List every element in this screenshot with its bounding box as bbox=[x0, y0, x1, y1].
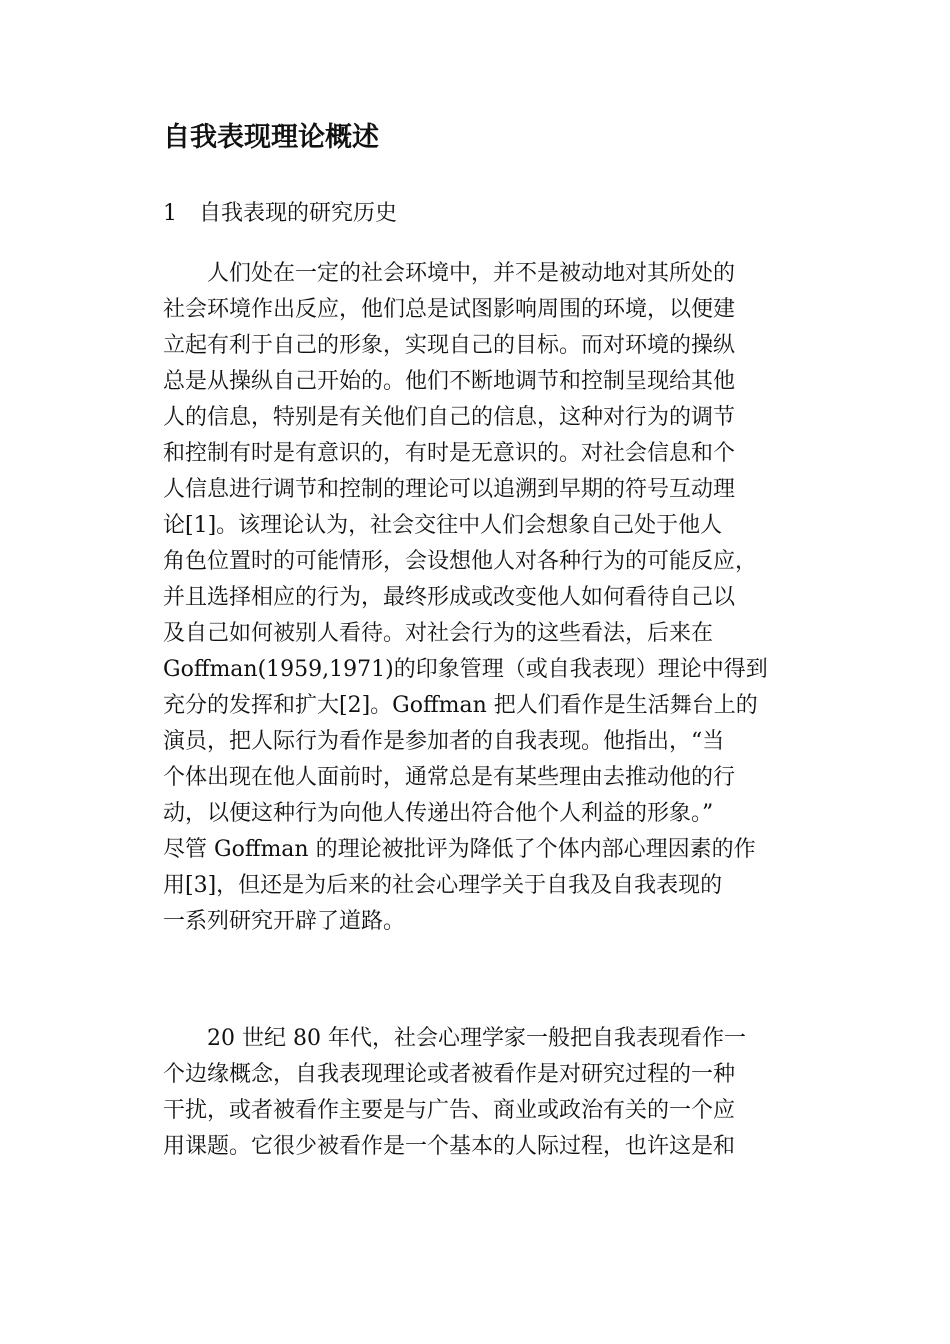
paragraph-2 bbox=[163, 1021, 746, 1165]
paragraph-line: 及自己如何被别人看待。对社会行为的这些看法，后来在 bbox=[163, 621, 714, 646]
paragraph-1 bbox=[163, 256, 768, 940]
paragraph-line: 并且选择相应的行为，最终形成或改变他人如何看待自己以 bbox=[163, 585, 736, 610]
paragraph-line: 用[3]，但还是为后来的社会心理学关于自我及自我表现的 bbox=[163, 873, 723, 898]
section-number: 1 bbox=[163, 201, 177, 226]
paragraph-line: 尽管 Goffman 的理论被批评为降低了个体内部心理因素的作 bbox=[163, 837, 756, 862]
paragraph-line: 20 世纪 80 年代，社会心理学家一般把自我表现看作一 bbox=[163, 1026, 746, 1051]
paragraph-line: 个边缘概念，自我表现理论或者被看作是对研究过程的一种 bbox=[163, 1062, 736, 1087]
section-title: 自我表现的研究历史 bbox=[199, 201, 398, 226]
paragraph-line: 论[1]。该理论认为，社会交往中人们会想象自己处于他人 bbox=[163, 513, 723, 538]
paragraph-line: 和控制有时是有意识的，有时是无意识的。对社会信息和个 bbox=[163, 441, 736, 466]
paragraph-line: 社会环境作出反应，他们总是试图影响周围的环境，以便建 bbox=[163, 297, 736, 322]
paragraph-line: 总是从操纵自己开始的。他们不断地调节和控制呈现给其他 bbox=[163, 369, 736, 394]
document-title: 自我表现理论概述 bbox=[163, 122, 379, 153]
paragraph-line: Goffman(1959,1971)的印象管理（或自我表现）理论中得到 bbox=[163, 657, 768, 682]
paragraph-line: 人的信息，特别是有关他们自己的信息，这种对行为的调节 bbox=[163, 405, 736, 430]
paragraph-line: 动，以便这种行为向他人传递出符合他个人利益的形象。” bbox=[163, 801, 714, 826]
section-heading bbox=[163, 197, 397, 231]
paragraph-line: 人们处在一定的社会环境中，并不是被动地对其所处的 bbox=[163, 261, 736, 286]
paragraph-line: 演员，把人际行为看作是参加者的自我表现。他指出，“当 bbox=[163, 729, 725, 754]
paragraph-line: 立起有利于自己的形象，实现自己的目标。而对环境的操纵 bbox=[163, 333, 736, 358]
paragraph-line: 充分的发挥和扩大[2]。Goffman 把人们看作是生活舞台上的 bbox=[163, 693, 758, 718]
paragraph-line: 一系列研究开辟了道路。 bbox=[163, 909, 406, 934]
paragraph-line: 人信息进行调节和控制的理论可以追溯到早期的符号互动理 bbox=[163, 477, 736, 502]
paragraph-line: 角色位置时的可能情形，会设想他人对各种行为的可能反应， bbox=[163, 549, 758, 574]
paragraph-line: 干扰，或者被看作主要是与广告、商业或政治有关的一个应 bbox=[163, 1098, 736, 1123]
paragraph-line: 个体出现在他人面前时，通常总是有某些理由去推动他的行 bbox=[163, 765, 736, 790]
paragraph-line: 用课题。它很少被看作是一个基本的人际过程，也许这是和 bbox=[163, 1134, 736, 1159]
